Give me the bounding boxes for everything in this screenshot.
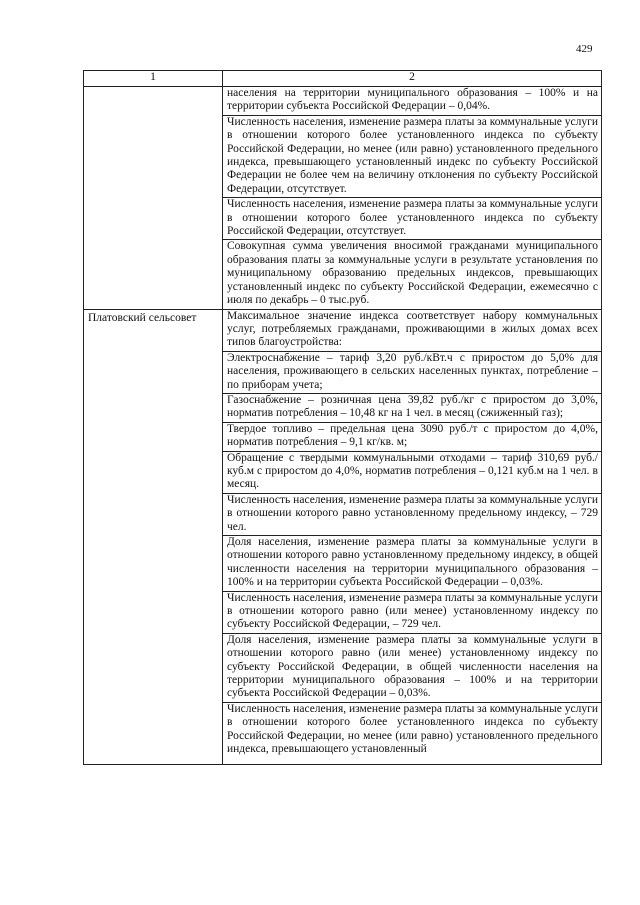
paragraph: Обращение с твердыми коммунальными отходами – тариф 310,69 руб./куб.м с приростом до 4,0%, норматив потребления – 0,121 куб.м на 1 чел. в месяц. [223, 451, 601, 493]
paragraph: Численность населения, изменение размера платы за коммунальные услуги в отношении которого более установленного индекса по субъекту Российской Федерации, но менее (или равно) установленного предельного индекса, превышающего установленный индекс по субъекту Российской Федерации не более чем на величину отклонения по субъекту Российской Федерации, отсутствует. [223, 115, 601, 197]
paragraph: Совокупная сумма увеличения вносимой гражданами муниципального образования платы за коммунальные услуги в результате установления по муниципальному образованию предельных индексов, превышающих установленный индекс по субъекту Российской Федерации, ежемесячно с июля по декабрь – 0 тыс.руб. [223, 239, 601, 308]
paragraph: Максимальное значение индекса соответствует набору коммунальных услуг, потребляемых гражданами, проживающими в жилых домах всех типов благоустройства: [227, 309, 598, 349]
table-row [84, 309, 602, 764]
column-header-2: 2 [223, 71, 602, 87]
paragraph: населения на территории муниципального образования – 100% и на территории субъекта Российской Федерации – 0,04%. [227, 87, 598, 113]
paragraph: Доля населения, изменение размера платы за коммунальные услуги в отношении которого равно (или менее) установленному индексу по субъекту Российской Федерации, в общей численности населения на территории муниципального образования – 100% и на территории субъекта Российской Федерации – 0,03%. [223, 633, 601, 702]
table-header-row [84, 71, 602, 87]
paragraph: Доля населения, изменение размера платы за коммунальные услуги в отношении которого равно установленному предельному индексу, в общей численности населения на территории муниципального образования – 100% и на территории субъекта Российской Федерации – 0,03%. [223, 535, 601, 591]
page-number: 429 [576, 43, 593, 55]
paragraph: Газоснабжение – розничная цена 39,82 руб./кг с приростом до 3,0%, норматив потребления – 10,48 кг на 1 чел. в месяц (сжиженный газ); [223, 393, 601, 422]
paragraph: Твердое топливо – предельная цена 3090 руб./т с приростом до 4,0%, норматив потребления – 9,1 кг/кв. м; [223, 422, 601, 451]
municipal-index-table [83, 70, 602, 765]
paragraph: Численность населения, изменение размера платы за коммунальные услуги в отношении которого более установленного индекса по субъекту Российской Федерации, отсутствует. [223, 197, 601, 239]
paragraph: Численность населения, изменение размера платы за коммунальные услуги в отношении которого более установленного индекса по субъекту Российской Федерации, но менее (или равно) установленного предельного индекса, превышающего установленный [223, 702, 601, 764]
table-row [84, 87, 602, 310]
municipality-name-cell: Платовский сельсовет [84, 309, 223, 764]
paragraph: Численность населения, изменение размера платы за коммунальные услуги в отношении которого равно (или менее) установленному индексу по субъекту Российской Федерации, – 729 чел. [223, 591, 601, 633]
description-cell [223, 309, 602, 764]
column-header-1: 1 [84, 71, 223, 87]
paragraph: Электроснабжение – тариф 3,20 руб./кВт.ч с приростом до 5,0% для населения, проживающего в сельских населенных пунктах, потребление – по приборам учета; [223, 351, 601, 393]
description-cell [223, 87, 602, 310]
paragraph: Численность населения, изменение размера платы за коммунальные услуги в отношении которого равно установленному предельному индексу, – 729 чел. [223, 493, 601, 535]
municipality-name-cell [84, 87, 223, 310]
